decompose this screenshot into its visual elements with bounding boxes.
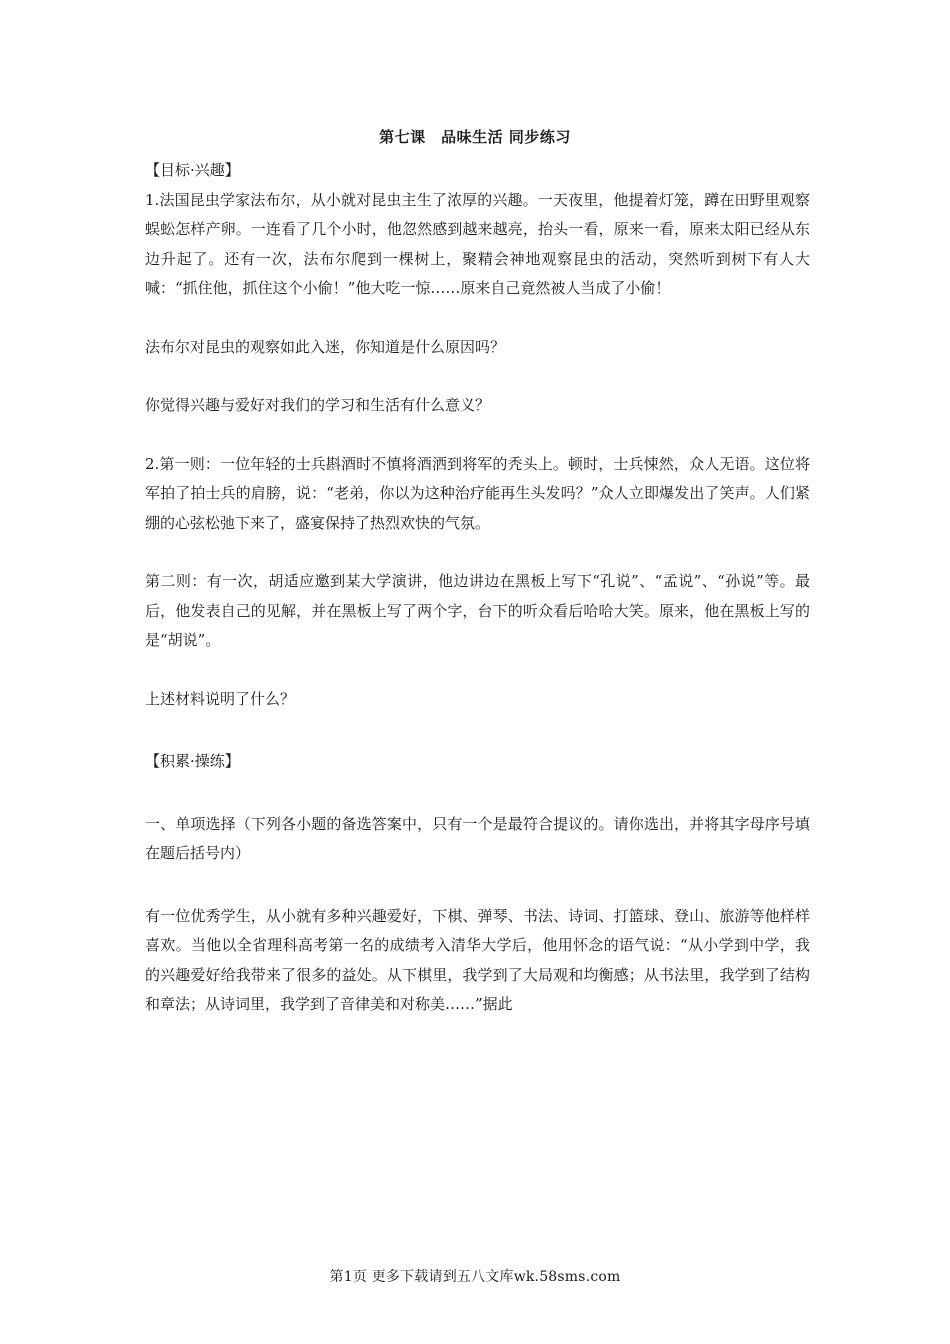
section-heading-goal: 【目标·兴趣】	[145, 161, 240, 179]
document-body	[145, 156, 810, 1020]
part-1-passage: 有一位优秀学生，从小就有多种兴趣爱好，下棋、弹琴、书法、诗词、打篮球、登山、旅游等他样样喜欢。当他以全省理科高考第一名的成绩考入清华大学后，他用怀念的语气说：“从小学到中学，我的兴趣爱好给我带来了很多的益处。从下棋里，我学到了大局观和均衡感；从书法里，我学到了结构和章法；从诗词里，我学到了音律美和对称美……”据此	[145, 906, 810, 1013]
question-2-prompt: 上述材料说明了什么？	[145, 689, 296, 708]
section-heading-practice: 【积累·操练】	[145, 752, 240, 770]
page-footer: 第1页 更多下载请到五八文库wk.58sms.com	[329, 1269, 621, 1285]
question-2-story-1: 2.第一则：一位年轻的士兵斟酒时不慎将酒洒到将军的秃头上。顿时，士兵悚然，众人无语。这位将军拍了拍士兵的肩膀，说：“老弟，你以为这种治疗能再生头发吗？”众人立即爆发出了笑声。人们紧绷的心弦松弛下来了，盛宴保持了热烈欢快的气氛。	[145, 454, 810, 532]
question-2-story-2: 第二则：有一次，胡适应邀到某大学演讲，他边讲边在黑板上写下“孔说”、“孟说”、“孙说”等。最后，他发表自己的见解，并在黑板上写了两个字，台下的听众看后哈哈大笑。原来，他在黑板上写的是“胡说”。	[145, 572, 810, 649]
question-1-prompt-b: 你觉得兴趣与爱好对我们的学习和生活有什么意义？	[145, 396, 491, 414]
question-1-passage: 1.法国昆虫学家法布尔，从小就对昆虫主生了浓厚的兴趣。一天夜里，他提着灯笼，蹲在田野里观察蜈蚣怎样产卵。一连看了几个小时，他忽然感到越来越亮，抬头一看，原来一看，原来太阳已经从东边升起了。还有一次，法布尔爬到一棵树上，聚精会神地观察昆虫的活动，突然听到树下有人大喊：“抓住他，抓住这个小偷！”他大吃一惊……原来自己竟然被人当成了小偷！	[145, 190, 810, 297]
part-1-heading: 一、单项选择（下列各小题的备选答案中，只有一个是最符合提议的。请你选出，并将其字母序号填在题后括号内）	[145, 814, 810, 862]
page-title: 第七课 品味生活 同步练习	[379, 128, 571, 146]
question-1-prompt-a: 法布尔对昆虫的观察如此入迷，你知道是什么原因吗？	[145, 337, 506, 356]
